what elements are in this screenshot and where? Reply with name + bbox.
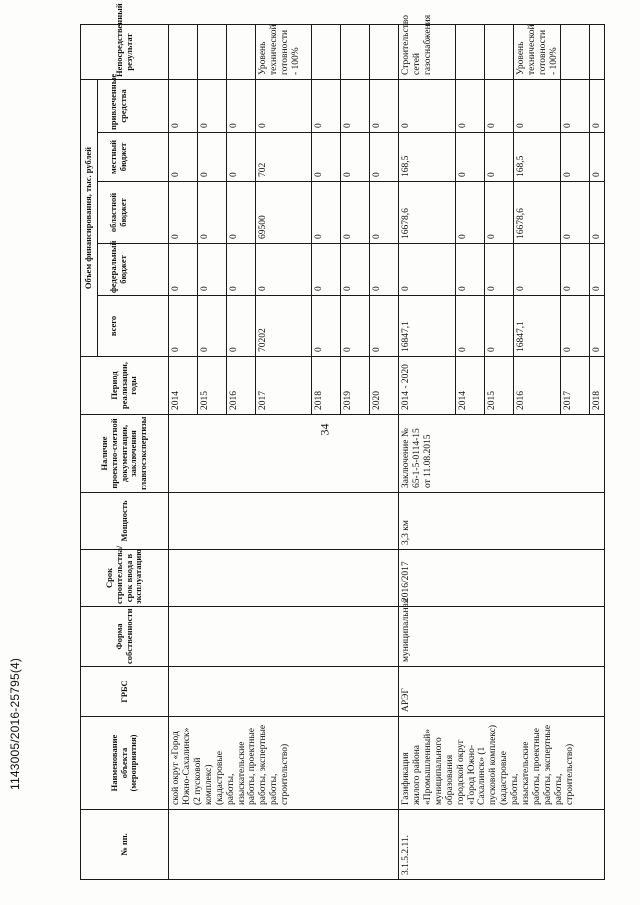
- local-cell: 0: [485, 133, 514, 182]
- federal-cell: 0: [514, 244, 561, 296]
- attracted-cell: 0: [341, 80, 370, 133]
- total-cell: 0: [227, 296, 256, 357]
- local-cell: 168,5: [514, 133, 561, 182]
- header-ownership: Форма собственности: [81, 607, 169, 667]
- result-cell: [227, 25, 256, 80]
- total-cell: 16847,1: [514, 296, 561, 357]
- federal-cell: 0: [312, 244, 341, 296]
- table-row: [169, 25, 198, 880]
- page-number: 34: [317, 423, 332, 436]
- local-cell: 0: [589, 133, 604, 182]
- result-cell: [370, 25, 399, 80]
- name-cell: ской округ «Город Южно-Сахалинск» (2 пусковой комплекс) (кадастровые работы, изыскательские работы, проектные работы, экспертные работы, строительство): [169, 717, 399, 810]
- period-cell: 2014 - 2020: [399, 357, 456, 415]
- attracted-cell: 0: [370, 80, 399, 133]
- term-cell: 2016/2017: [399, 550, 605, 607]
- federal-cell: 0: [589, 244, 604, 296]
- term-cell: [169, 550, 399, 607]
- capacity-cell: 3,3 км: [399, 493, 605, 550]
- result-cell: [341, 25, 370, 80]
- doc-cell: [169, 415, 399, 493]
- period-cell: 2015: [198, 357, 227, 415]
- header-grbs: ГРБС: [81, 667, 169, 717]
- regional-cell: 0: [485, 182, 514, 244]
- regional-cell: 16678,6: [514, 182, 561, 244]
- result-cell: [560, 25, 589, 80]
- result-cell: [312, 25, 341, 80]
- regional-cell: 0: [456, 182, 485, 244]
- local-cell: 168,5: [399, 133, 456, 182]
- regional-cell: 0: [560, 182, 589, 244]
- federal-cell: 0: [227, 244, 256, 296]
- name-cell: Газификация жилого района «Промышленный» муниципального образования городской округ «Город Южно-Сахалинск» (1 пусковой комплекс) (кадастровые работы, изыскательские работы, проектные работы, экспертные работы, строительство): [399, 717, 605, 810]
- attracted-cell: 0: [589, 80, 604, 133]
- total-cell: 0: [560, 296, 589, 357]
- result-cell: [456, 25, 485, 80]
- financing-table: [80, 3, 605, 880]
- local-cell: 0: [560, 133, 589, 182]
- result-cell: [589, 25, 604, 80]
- attracted-cell: 0: [198, 80, 227, 133]
- result-cell: [198, 25, 227, 80]
- header-total-label: всего: [108, 315, 118, 337]
- regional-cell: 0: [312, 182, 341, 244]
- header-row: [81, 25, 169, 880]
- header-period: Период реализации, годы: [81, 357, 169, 415]
- total-cell: 0: [485, 296, 514, 357]
- header-result: Непосредственный результат: [81, 25, 169, 80]
- regional-cell: 0: [589, 182, 604, 244]
- result-cell: Строительство сетей газоснабжения: [399, 25, 456, 80]
- local-cell: 702: [256, 133, 312, 182]
- total-cell: 0: [370, 296, 399, 357]
- regional-cell: 0: [198, 182, 227, 244]
- regional-cell: 0: [341, 182, 370, 244]
- header-capacity: Мощность: [81, 493, 169, 550]
- federal-cell: 0: [560, 244, 589, 296]
- num-cell: [169, 810, 399, 880]
- local-cell: 0: [227, 133, 256, 182]
- period-cell: 2014: [169, 357, 198, 415]
- attracted-cell: 0: [256, 80, 312, 133]
- header-regional-label: областной бюджет: [108, 192, 128, 233]
- ownership-cell: [169, 607, 399, 667]
- federal-cell: 0: [456, 244, 485, 296]
- federal-cell: 0: [256, 244, 312, 296]
- period-cell: 2016: [227, 357, 256, 415]
- attracted-cell: 0: [514, 80, 561, 133]
- attracted-cell: 0: [399, 80, 456, 133]
- total-cell: 0: [456, 296, 485, 357]
- federal-cell: 0: [485, 244, 514, 296]
- total-cell: 0: [589, 296, 604, 357]
- header-num: № пп.: [81, 810, 169, 880]
- rotated-table-container: [80, 3, 602, 880]
- total-cell: 0: [169, 296, 198, 357]
- federal-cell: 0: [198, 244, 227, 296]
- period-cell: 2017: [560, 357, 589, 415]
- header-financing-label: Объем финансирования, тыс. рублей: [81, 80, 98, 356]
- period-cell: 2018: [589, 357, 604, 415]
- header-local-label: местный бюджет: [108, 139, 128, 175]
- attracted-cell: 0: [485, 80, 514, 133]
- doc-cell: Заключение № 65-1-5-0114-15 от 11.08.2015: [399, 415, 605, 493]
- federal-cell: 0: [370, 244, 399, 296]
- total-cell: 0: [198, 296, 227, 357]
- attracted-cell: 0: [312, 80, 341, 133]
- attracted-cell: 0: [169, 80, 198, 133]
- num-cell: 3.1.5.2.11.: [399, 810, 605, 880]
- period-cell: 2020: [370, 357, 399, 415]
- federal-cell: 0: [399, 244, 456, 296]
- grbs-cell: АРЭГ: [399, 667, 605, 717]
- total-cell: 70202: [256, 296, 312, 357]
- regional-cell: 0: [227, 182, 256, 244]
- period-cell: 2014: [456, 357, 485, 415]
- table-row: [399, 25, 456, 880]
- local-cell: 0: [169, 133, 198, 182]
- regional-cell: 0: [169, 182, 198, 244]
- period-cell: 2015: [485, 357, 514, 415]
- local-cell: 0: [312, 133, 341, 182]
- result-cell: [169, 25, 198, 80]
- header-term: Срок строительства/срок ввода в эксплуатацию: [81, 550, 169, 607]
- local-cell: 0: [341, 133, 370, 182]
- local-cell: 0: [456, 133, 485, 182]
- total-cell: 16847,1: [399, 296, 456, 357]
- local-cell: 0: [370, 133, 399, 182]
- capacity-cell: [169, 493, 399, 550]
- regional-cell: 16678,6: [399, 182, 456, 244]
- grbs-cell: [169, 667, 399, 717]
- header-name: Наименование объекта (мероприятия): [81, 717, 169, 810]
- attracted-cell: 0: [227, 80, 256, 133]
- header-doc: Наличие проектно-сметной документации, заключения главгосэкспертизы: [81, 415, 169, 493]
- federal-cell: 0: [341, 244, 370, 296]
- total-cell: 0: [341, 296, 370, 357]
- result-cell: Уровень технической готовности - 100%: [514, 25, 561, 80]
- regional-cell: 69500: [256, 182, 312, 244]
- regional-cell: 0: [370, 182, 399, 244]
- total-cell: 0: [312, 296, 341, 357]
- period-cell: 2016: [514, 357, 561, 415]
- result-cell: [485, 25, 514, 80]
- attracted-cell: 0: [560, 80, 589, 133]
- period-cell: 2017: [256, 357, 312, 415]
- period-cell: 2019: [341, 357, 370, 415]
- ownership-cell: муниципальная: [399, 607, 605, 667]
- result-cell: Уровень технической готовности - 100%: [256, 25, 312, 80]
- period-cell: 2018: [312, 357, 341, 415]
- header-attracted-label: привлеченные средства: [108, 73, 128, 130]
- local-cell: 0: [198, 133, 227, 182]
- document-id: 1143005/2016-25795(4): [8, 657, 22, 790]
- federal-cell: 0: [169, 244, 198, 296]
- header-federal-label: федеральный бюджет: [108, 240, 128, 293]
- attracted-cell: 0: [456, 80, 485, 133]
